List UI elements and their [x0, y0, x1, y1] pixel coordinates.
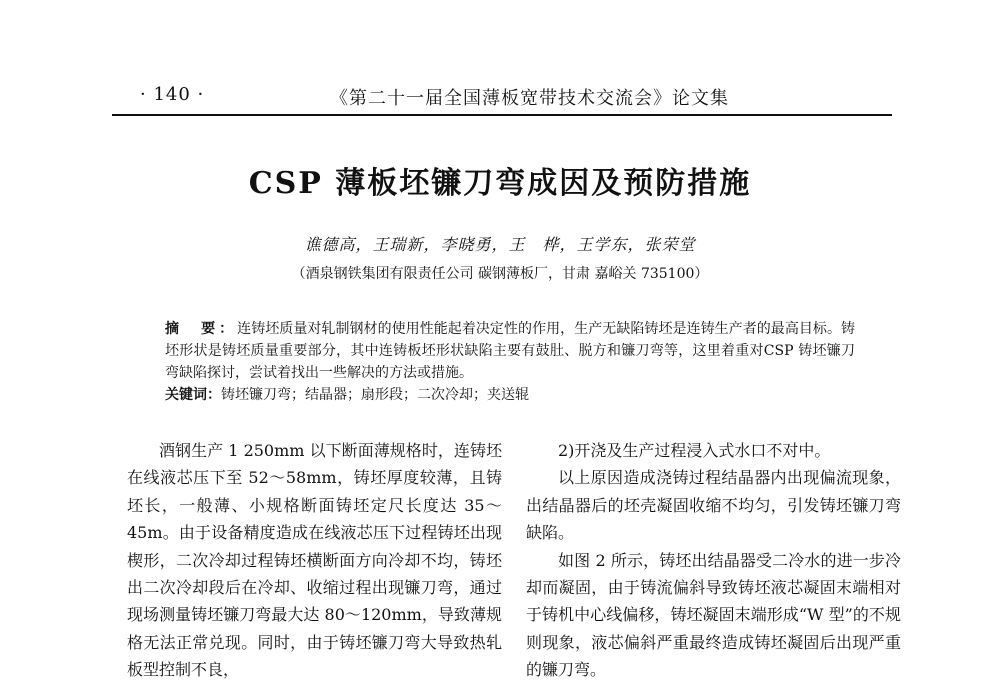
body-column-right [526, 437, 901, 684]
body-paragraph: 2)开浇及生产过程浸入式水口不对中。 [558, 441, 831, 460]
running-header [140, 82, 890, 112]
page-number: · 140 · [140, 84, 205, 105]
keywords [165, 384, 855, 406]
keywords-text: 铸坯镰刀弯；结晶器；扇形段；二次冷却；夹送辊 [221, 387, 529, 403]
article-title: CSP 薄板坯镰刀弯成因及预防措施 [248, 166, 752, 201]
body-column-left [127, 437, 502, 684]
body-paragraph: 酒钢生产 1 250mm 以下断面薄规格时，连铸坯在线液芯压下至 52～58mm，铸坯厚度较薄，且铸坯长，一般薄、小规格断面铸坯定尺长度达 35～45m。由于设备精度造成在线液芯压下过程铸坯出现楔形，二次冷却过程铸坯横断面方向冷却不均，铸坯出二次冷却段后在冷却、收缩过程出现镰刀弯，通过现场测量铸坯镰刀弯最大达 80～120mm，导致薄规格无法正常兑现。同时，由于铸坯镰刀弯大导致热轧板型控制不良， [127, 441, 502, 680]
body-paragraph: 如图 2 所示，铸坯出结晶器受二冷水的进一步冷却而凝固，由于铸流偏斜导致铸坯液芯凝固末端相对于铸机中心线偏移，铸坯凝固末端形成“W 型”的不规则现象，液芯偏斜严重最终造成铸坯凝固后出现严重的镰刀弯。 [526, 550, 901, 680]
abstract-label: 摘 要： [165, 321, 238, 337]
affiliation: （酒泉钢铁集团有限责任公司 碳钢薄板厂，甘肃 嘉峪关 735100） [291, 266, 709, 282]
author-list: 谯德高，王瑞新，李晓勇，王 桦，王学东，张荣堂 [304, 235, 696, 254]
abstract-text: 连铸坯质量对轧制钢材的使用性能起着决定性的作用，生产无缺陷铸坯是连铸生产者的最高目标。铸坯形状是铸坯质量重要部分，其中连铸板坯形状缺陷主要有鼓肚、脱方和镰刀弯等，这里着重对CSP 铸坯镰刀弯缺陷探讨，尝试着找出一些解决的方法或措施。 [165, 321, 855, 381]
keywords-label: 关键词： [165, 387, 221, 403]
body-paragraph: 以上原因造成浇铸过程结晶器内出现偏流现象，出结晶器后的坯壳凝固收缩不均匀，引发铸坯镰刀弯缺陷。 [526, 468, 901, 543]
journal-title: 《第二十一届全国薄板宽带技术交流会》论文集 [330, 88, 729, 109]
header-rule [112, 114, 892, 116]
abstract [165, 318, 855, 384]
